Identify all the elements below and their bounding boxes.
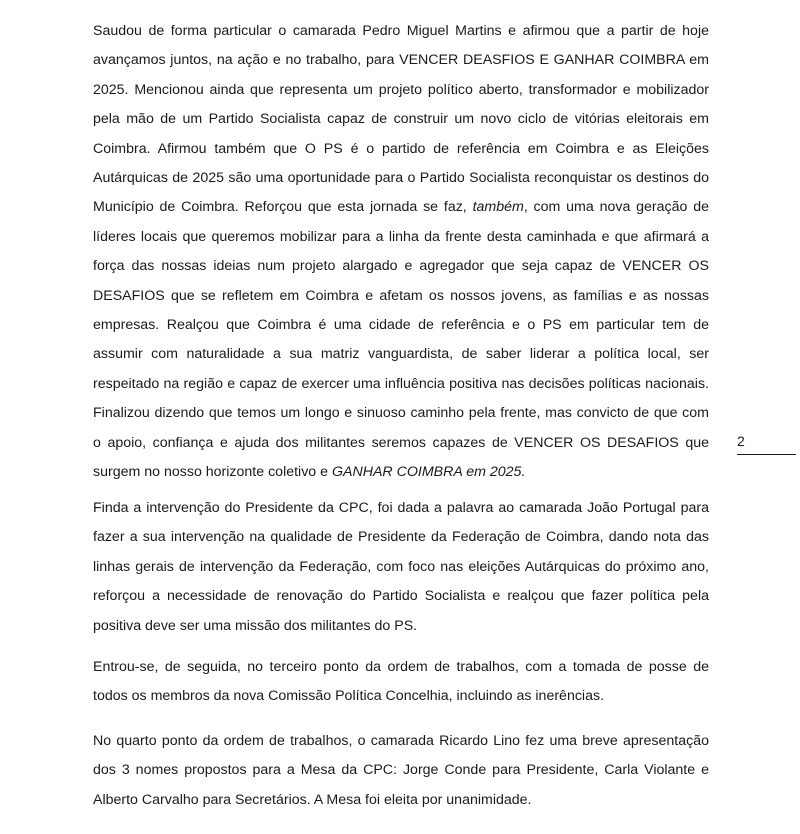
paragraph-1-text-a: Saudou de forma particular o camarada Pedro Miguel Martins e afirmou que a partir de hoje avançamos juntos, na ação e no trabalho, para VENCER DEASFIOS E GANHAR COIMBRA em 2025. Mencionou ainda que representa um projeto político aberto, transformador e mobilizador pela mão de um Partido Socialista capaz de construir um novo ciclo de vitórias eleitorais em Coimbra. Afirmou também que O PS é o partido de referência em Coimbra e as Eleições Autárquicas de 2025 são uma oportunidade para o Partido Socialista reconquistar os destinos do Município de Coimbra. Reforçou que esta jornada se faz, — [93, 23, 709, 216]
paragraph-3 — [93, 653, 709, 712]
paragraph-1 — [93, 17, 709, 488]
paragraph-1-italic-b: GANHAR COIMBRA em 2025. — [331, 464, 526, 481]
page-number: 2 — [737, 433, 745, 449]
paragraph-2-text: Finda a intervenção do Presidente da CPC, foi dada a palavra ao camarada João Portugal para fazer a sua intervenção na qualidade de Presidente da Federação de Coimbra, dando nota das linhas gerais de intervenção da Federação, com foco nas eleições Autárquicas do próximo ano, reforçou a necessidade de renovação do Partido Socialista e realçou que fazer política pela positiva deve ser uma missão dos militantes do PS. — [93, 500, 709, 634]
paragraph-2 — [93, 494, 709, 641]
paragraph-1-italic-a: também — [472, 199, 524, 216]
paragraph-4-text: No quarto ponto da ordem de trabalhos, o camarada Ricardo Lino fez uma breve apresentação dos 3 nomes propostos para a Mesa da CPC: Jorge Conde para Presidente, Carla Violante e Alberto Carvalho para Secretários. A Mesa foi eleita por unanimidade. — [93, 733, 709, 808]
paragraph-1-text-b: , com uma nova geração de líderes locais que queremos mobilizar para a linha da frente desta caminhada e que afirmará a força das nossas ideias num projeto alargado e agregador que seja capaz de VENCER OS DESAFIOS que se refletem em Coimbra e afetam os nossos jovens, as famílias e as nossas empresas. Realçou que Coimbra é uma cidade de referência e o PS em particular tem de assumir com naturalidade a sua matriz vanguardista, de saber liderar a política local, ser respeitado na região e capaz de exercer uma influência positiva nas decisões políticas nacionais. Finalizou dizendo que temos um longo e sinuoso caminho pela frente, mas convicto de que com o apoio, confiança e ajuda dos militantes seremos capazes de VENCER OS DESAFIOS que surgem no nosso horizonte coletivo e — [93, 199, 710, 481]
page-number-rule — [737, 454, 796, 455]
paragraph-4 — [93, 727, 709, 815]
paragraph-3-text: Entrou-se, de seguida, no terceiro ponto da ordem de trabalhos, com a tomada de posse de todos os membros da nova Comissão Política Concelhia, incluindo as inerências. — [93, 659, 709, 705]
